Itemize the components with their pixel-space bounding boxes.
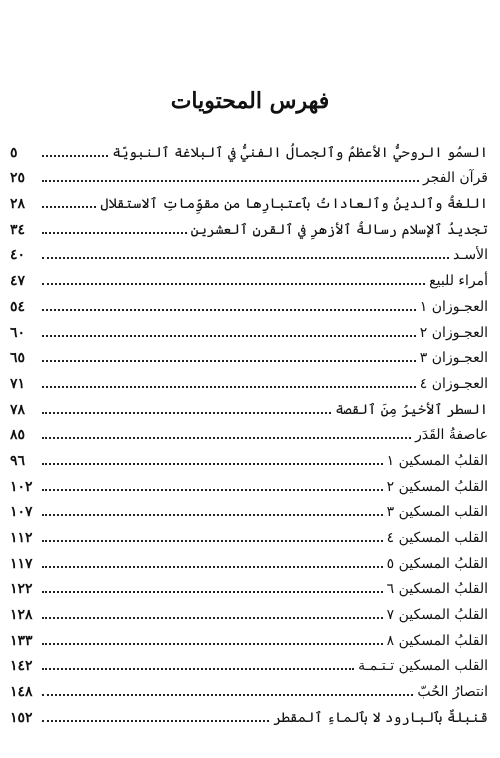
toc-entry-page: ٤٠: [10, 247, 26, 264]
dot-leader: [42, 155, 108, 157]
toc-entry: [10, 675, 488, 701]
toc-entry-title: السمُو الروحيُّ الأعظمُ وٱلجمالُ الفنيُّ في ٱلبلاغة ٱلنبويّة: [112, 144, 488, 161]
page-title: فهرس المحتويات: [170, 88, 330, 114]
toc-entry-title: القلبُ المسكين ٨: [386, 632, 488, 649]
toc-entry-page: ١١٧: [10, 555, 33, 572]
toc-entry-title: القلبُ المسكين ٥: [386, 555, 488, 572]
toc-entry: [10, 624, 488, 650]
toc-entry: [10, 598, 488, 624]
toc-entry-title: الأسـد: [452, 247, 488, 264]
toc-entry-title: تجديدُ ٱلإسلام رسالةُ ٱلأزهرِ في ٱلقرنِ ٱلعشرين: [190, 221, 488, 238]
toc-entry-page: ٥٤: [10, 298, 26, 315]
dot-leader: [42, 206, 96, 208]
dot-leader: [42, 668, 354, 670]
toc-list: [10, 136, 488, 727]
toc-entry: [10, 419, 488, 445]
dot-leader: [42, 566, 383, 568]
toc-entry-title: العجـوزان ٣: [419, 350, 488, 367]
toc-entry-page: ١٠٧: [10, 504, 33, 521]
toc-entry-page: ١١٢: [10, 530, 33, 546]
toc-entry: [10, 701, 488, 727]
dot-leader: [42, 514, 383, 516]
toc-entry-page: ٥: [10, 144, 18, 161]
dot-leader: [42, 360, 416, 362]
toc-entry: [10, 136, 488, 162]
toc-entry-title: عاصفةُ القَدَر: [415, 427, 488, 444]
dot-leader: [42, 591, 383, 593]
dot-leader: [42, 643, 383, 645]
toc-entry: [10, 367, 488, 393]
dot-leader: [42, 309, 416, 311]
dot-leader: [42, 412, 331, 414]
toc-entry: [10, 213, 488, 239]
toc-entry-page: ٧١: [10, 375, 26, 392]
toc-entry: [10, 187, 488, 213]
toc-entry-page: ٣٤: [10, 221, 26, 238]
dot-leader: [42, 617, 383, 619]
toc-entry: [10, 547, 488, 573]
toc-entry-page: ٩٦: [10, 452, 26, 469]
toc-entry-page: ١٤٢: [10, 658, 33, 675]
dot-leader: [42, 694, 413, 696]
toc-entry-title: قرآن الفجر: [422, 170, 488, 187]
toc-entry-title: السطر ٱلأخيرُ مِنَ ٱلقصة: [335, 401, 488, 418]
toc-entry: [10, 239, 488, 265]
toc-entry-title: أمراء للبيع: [429, 273, 488, 290]
toc-entry-page: ١٠٢: [10, 478, 33, 495]
toc-entry-title: القلبُ المسكين ١: [386, 452, 488, 469]
toc-entry-title: القلب المسكين تـتـمـة: [358, 658, 488, 675]
dot-leader: [42, 335, 416, 337]
dot-leader: [42, 540, 383, 542]
toc-entry-title: اللغةُ وٱلدينُ وٱلعاداتُ بٱعتبارِها من مقوِّماتِ ٱلاستقلال: [100, 196, 488, 213]
toc-entry-page: ١٤٨: [10, 684, 33, 701]
toc-entry-title: انتصارُ الحُبّ: [417, 684, 488, 701]
toc-entry: [10, 342, 488, 368]
toc-entry-title: القلب المسكين ٣: [386, 504, 488, 521]
dot-leader: [42, 489, 383, 491]
toc-entry: [10, 521, 488, 547]
toc-entry-title: القلبُ المسكين ٢: [386, 478, 488, 495]
toc-entry: [10, 290, 488, 316]
toc-entry-page: ٦٠: [10, 324, 26, 341]
toc-entry: [10, 393, 488, 419]
toc-entry-title: العجـوزان ٤: [419, 375, 488, 392]
toc-entry: [10, 573, 488, 599]
dot-leader: [42, 232, 187, 234]
toc-entry: [10, 496, 488, 522]
toc-entry-page: ٢٨: [10, 196, 26, 213]
toc-entry-page: ١٣٣: [10, 632, 33, 649]
toc-entry-page: ٦٥: [10, 350, 26, 367]
toc-entry-title: العجـوزان ١: [419, 298, 488, 315]
dot-leader: [42, 257, 449, 259]
dot-leader: [42, 720, 269, 722]
dot-leader: [42, 180, 419, 182]
toc-entry-title: العجـوزان ٢: [419, 324, 488, 341]
toc-entry-title: قنبلةٌ بٱلبارود لا بٱلماءِ ٱلمقطر: [273, 709, 488, 726]
toc-entry: [10, 650, 488, 676]
toc-entry: [10, 470, 488, 496]
toc-entry: [10, 316, 488, 342]
dot-leader: [42, 463, 383, 465]
toc-entry-page: ٢٥: [10, 170, 26, 187]
dot-leader: [42, 283, 425, 285]
dot-leader: [42, 386, 416, 388]
toc-entry: [10, 264, 488, 290]
toc-entry-title: القلبُ المسكين ٧: [386, 607, 488, 624]
toc-entry-page: ٨٥: [10, 427, 26, 444]
toc-entry-page: ٤٧: [10, 273, 26, 290]
toc-entry-page: ١٥٢: [10, 709, 33, 726]
toc-entry-page: ١٢٨: [10, 607, 33, 624]
toc-entry: [10, 444, 488, 470]
toc-entry-title: القلبُ المسكين ٦: [386, 581, 488, 598]
dot-leader: [42, 437, 411, 439]
toc-entry-title: القلب المسكين ٤: [386, 530, 488, 546]
toc-entry-page: ٧٨: [10, 401, 26, 418]
toc-entry-page: ١٢٢: [10, 581, 33, 598]
toc-entry: [10, 162, 488, 188]
